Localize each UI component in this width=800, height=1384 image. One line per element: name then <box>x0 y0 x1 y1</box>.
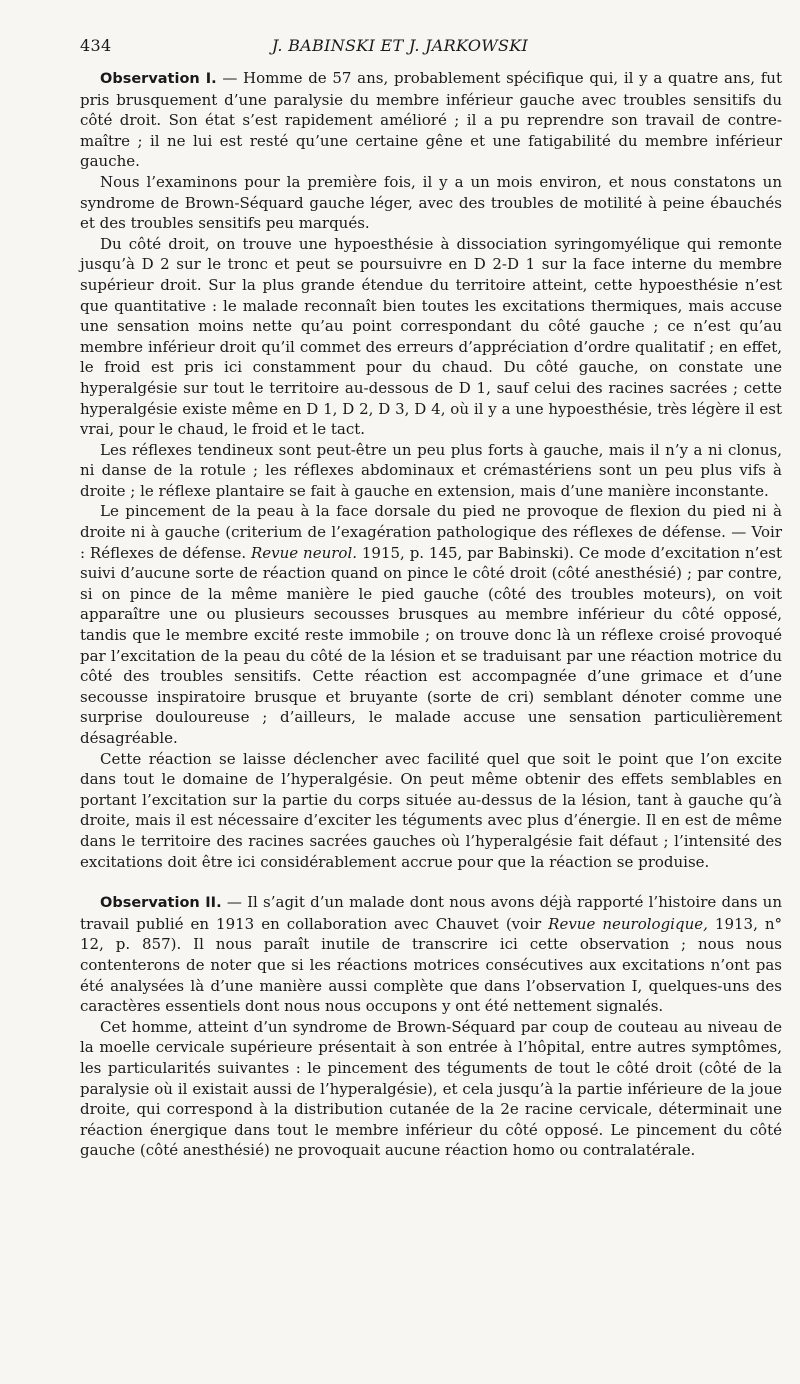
observation-2-text-b: 1913, n° 12, p. 857). Il nous paraît inutile de transcrire ici cette observation ; nous nous contenterons de noter que si les réactions motrices consécutives aux excitations n’ont pas été analysées là d’une manière aussi complète que dans l’observation I, quelques-uns des caractères essentiels dont nous nous occupons y ont été nettement signalés. <box>80 914 783 1016</box>
observation-2-label: Observation II. <box>100 895 222 912</box>
observation-2-text-a: — Il s’agit d’un malade dont nous avons déjà rapporté l’histoire dans un travail publié en 1913 en collaboration avec Chauvet (voir <box>80 893 782 933</box>
observation-2-intro <box>80 892 782 1017</box>
observation-1-paragraph-6: Cette réaction se laisse déclencher avec facilité quel que soit le point que l’on excite dans tout le domaine de l’hyperalgésie. On peut même obtenir des effets semblables en portant l’excitation sur la partie du corps située au-dessus de la lésion, tant à gauche qu’à droite, mais il est nécessaire d’exciter les téguments avec plus d’énergie. Il en est de même dans le territoire des racines sacrées gauches où l’hyperalgésie fait défaut ; l’intensité des excitations doit être ici considérablement accrue pour que la réaction se produise. <box>80 749 782 871</box>
journal-citation: Revue neurologique, <box>548 914 708 933</box>
observation-1-paragraph-5 <box>80 501 782 748</box>
observation-1-paragraph-3: Du côté droit, on trouve une hypoesthésie à dissociation syringomyélique qui remonte jusqu’à D 2 sur le tronc et peut se poursuivre en D 2-D 1 sur la face interne du membre supérieur droit. Sur la plus grande étendue du territoire atteint, cette hypoesthésie n’est que quantitative : le malade reconnaît bien toutes les excitations thermiques, mais accuse une sensation moins nette qu’au point correspondant du côté gauche ; ce n’est qu’au membre inférieur droit qu’il commet des erreurs d’appréciation d’ordre qualitatif ; en effet, le froid est pris ici constamment pour du chaud. Du côté gauche, on constate une hyperalgésie sur tout le territoire au-dessous de D 1, sauf celui des racines sacrées ; cette hyperalgésie existe même en D 1, D 2, D 3, D 4, où il y a une hypoesthésie, très légère il est vrai, pour le chaud, le froid et le tact. <box>80 234 782 439</box>
observation-1-intro-text: — Homme de 57 ans, probablement spécifique qui, il y a quatre ans, fut pris brusquement d’une paralysie du membre inférieur gauche avec troubles sensitifs du côté droit. Son état s’est rapidement amélioré ; il a pu reprendre son travail de contre-maître ; il ne lui est resté qu’une certaine gêne et une fatigabilité du membre inférieur gauche. <box>80 69 782 171</box>
paragraph-5-text-a: Le pincement de la peau à la face dorsale du pied ne provoque de flexion du pied ni à droite ni à gauche (criterium de l’exagération pathologique des réflexes de défense. — Voir : Réflexes de défense. <box>80 502 782 562</box>
page-number: 434 <box>80 36 112 55</box>
running-title: J. BABINSKI ET J. JARKOWSKI <box>271 36 529 55</box>
observation-1-intro <box>80 68 782 172</box>
observation-2-paragraph-2: Cet homme, atteint d’un syndrome de Brown-Séquard par coup de couteau au niveau de la moelle cervicale supérieure présentait à son entrée à l’hôpital, entre autres symptômes, les particularités suivantes : le pincement des téguments de tout le côté droit (côté de la paralysie où il existait aussi de l’hyperalgésie), et cela jusqu’à la partie inférieure de la joue droite, qui correspond à la distribution cutanée de la 2e racine cervicale, déterminait une réaction énergique dans tout le membre inférieur du côté opposé. Le pincement du côté gauche (côté anesthésié) ne provoquait aucune réaction homo ou contralatérale. <box>80 1017 782 1160</box>
observation-1-paragraph-2: Nous l’examinons pour la première fois, il y a un mois environ, et nous constatons un syndrome de Brown-Séquard gauche léger, avec des troubles de motilité à peine ébauchés et des troubles sensitifs peu marqués. <box>80 172 782 233</box>
observation-1-label: Observation I. <box>100 71 217 87</box>
paragraph-5-text-b: 1915, p. 145, par Babinski). Ce mode d’excitation n’est suivi d’aucune sorte de réaction quand on pince le côté droit (côté anesthésié) ; par contre, si on pince de la même manière le pied gauche (côté des troubles moteurs), on voit apparaître une ou plusieurs secousses brusques au membre inférieur du côté opposé, tandis que le membre excité reste immobile ; on trouve donc là un réflexe croisé provoqué par l’excitation de la peau du côté de la lésion et se traduisant par une réaction motrice du côté des troubles sensitifs. Cette réaction est accompagnée d’une grimace et d’une secousse inspiratoire brusque et bruyante (sorte de cri) semblant dénoter comme une surprise douloureuse ; d’ailleurs, le malade accuse une sensation particulièrement désagréable. <box>80 543 782 747</box>
observation-1-paragraph-4: Les réflexes tendineux sont peut-être un peu plus forts à gauche, mais il n’y a ni clonus, ni danse de la rotule ; les réflexes abdominaux et crémastériens sont un peu plus vifs à droite ; le réflexe plantaire se fait à gauche en extension, mais d’une manière inconstante. <box>80 440 782 500</box>
page-header <box>80 36 720 55</box>
page-body <box>80 68 782 1161</box>
journal-citation: Revue neurol. <box>251 543 358 562</box>
